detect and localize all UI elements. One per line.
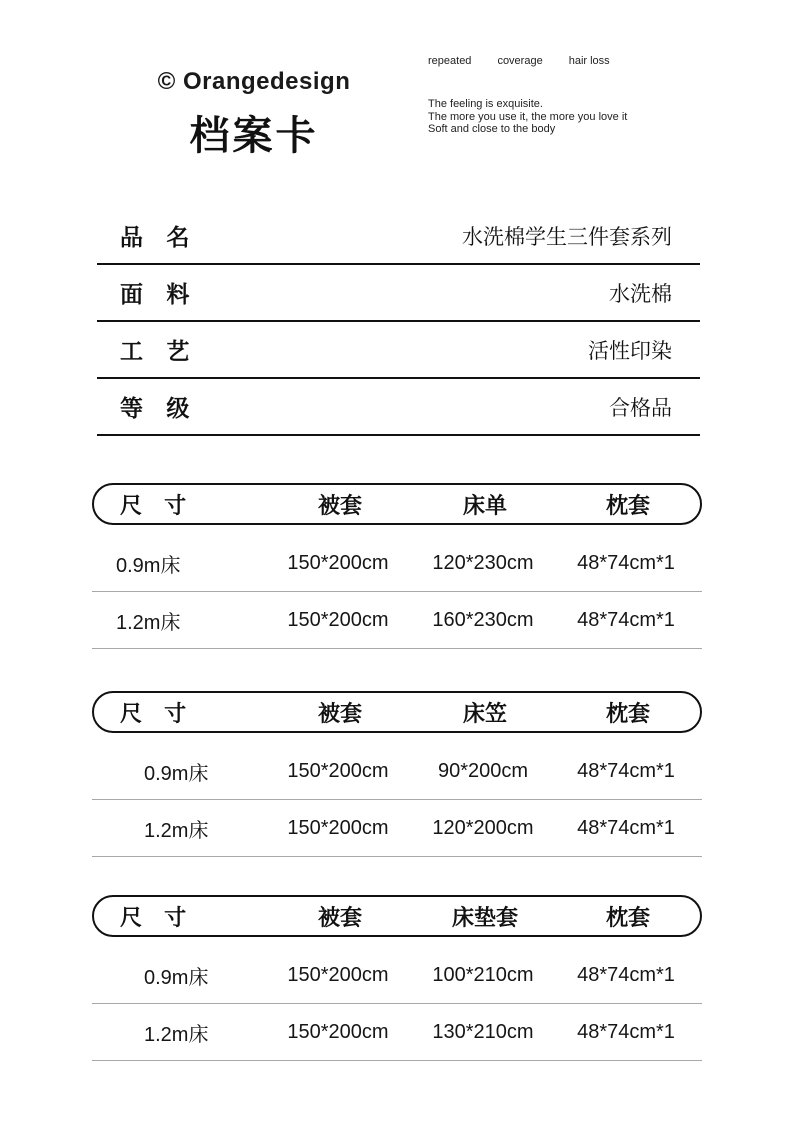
size-table-header <box>92 895 702 937</box>
keyword-coverage: coverage <box>497 55 543 67</box>
column-header-bed-sheet: 床单 <box>462 492 507 518</box>
attribute-table <box>97 208 700 436</box>
size-table-body <box>92 535 702 649</box>
attribute-row-fabric <box>97 265 700 322</box>
size-table-mattress-cover <box>92 895 702 1061</box>
table-row <box>92 592 702 649</box>
column-header-pillowcase: 枕套 <box>605 904 650 930</box>
tagline-line-2: The more you use it, the more you love it <box>428 110 628 123</box>
table-row <box>92 1004 702 1061</box>
column-header-size: 尺 寸 <box>120 904 187 930</box>
keyword-repeated: repeated <box>428 55 472 67</box>
size-table-bed-sheet <box>92 483 702 649</box>
attribute-label: 面 料 <box>120 281 190 307</box>
attribute-value: 合格品 <box>609 396 672 420</box>
column-header-duvet-cover: 被套 <box>317 492 362 518</box>
column-header-fitted-sheet: 床笠 <box>462 700 507 726</box>
cell-bed-size: 1.2m床 <box>144 819 209 842</box>
column-header-pillowcase: 枕套 <box>605 700 650 726</box>
cell-mattress-cover: 130*210cm <box>432 1020 534 1043</box>
cell-pillowcase: 48*74cm*1 <box>577 551 675 574</box>
brand-name: © Orangedesign <box>157 68 351 95</box>
cell-mattress-cover: 100*210cm <box>432 963 534 986</box>
attribute-label: 品 名 <box>120 224 190 250</box>
column-header-duvet-cover: 被套 <box>317 904 362 930</box>
cell-duvet-cover: 150*200cm <box>287 608 389 631</box>
page-title: 档案卡 <box>189 114 319 158</box>
cell-bed-sheet: 120*230cm <box>432 551 534 574</box>
brand-block <box>104 68 404 161</box>
cell-duvet-cover: 150*200cm <box>287 1020 389 1043</box>
attribute-value: 水洗棉 <box>609 282 672 306</box>
attribute-label: 等 级 <box>120 395 190 421</box>
cell-duvet-cover: 150*200cm <box>287 551 389 574</box>
cell-duvet-cover: 150*200cm <box>287 816 389 839</box>
keyword-row <box>428 55 610 67</box>
size-table-body <box>92 743 702 857</box>
attribute-value: 水洗棉学生三件套系列 <box>462 225 672 249</box>
tagline-line-1: The feeling is exquisite. <box>428 98 543 110</box>
column-header-duvet-cover: 被套 <box>317 700 362 726</box>
attribute-value: 活性印染 <box>588 339 672 363</box>
keyword-hair-loss: hair loss <box>568 55 610 67</box>
attribute-label: 工 艺 <box>120 338 190 364</box>
attribute-row-product-name <box>97 208 700 265</box>
table-row <box>92 947 702 1004</box>
cell-bed-size: 1.2m床 <box>116 611 181 634</box>
tagline-line-3: Soft and close to the body <box>428 123 556 135</box>
cell-bed-size: 1.2m床 <box>144 1023 209 1046</box>
column-header-size: 尺 寸 <box>120 492 187 518</box>
cell-fitted-sheet: 120*200cm <box>432 816 534 839</box>
cell-pillowcase: 48*74cm*1 <box>577 1020 675 1043</box>
table-row <box>92 800 702 857</box>
table-row <box>92 535 702 592</box>
size-table-header <box>92 483 702 525</box>
cell-fitted-sheet: 90*200cm <box>437 759 529 782</box>
cell-pillowcase: 48*74cm*1 <box>577 816 675 839</box>
size-table-header <box>92 691 702 733</box>
cell-duvet-cover: 150*200cm <box>287 963 389 986</box>
size-table-fitted-sheet <box>92 691 702 857</box>
cell-bed-sheet: 160*230cm <box>432 608 534 631</box>
cell-bed-size: 0.9m床 <box>144 762 209 785</box>
attribute-row-grade <box>97 379 700 436</box>
column-header-pillowcase: 枕套 <box>605 492 650 518</box>
cell-pillowcase: 48*74cm*1 <box>577 759 675 782</box>
column-header-mattress-cover: 床垫套 <box>451 904 518 930</box>
cell-bed-size: 0.9m床 <box>144 966 209 989</box>
table-row <box>92 743 702 800</box>
cell-duvet-cover: 150*200cm <box>287 759 389 782</box>
attribute-row-craft <box>97 322 700 379</box>
tagline <box>428 98 627 136</box>
cell-pillowcase: 48*74cm*1 <box>577 963 675 986</box>
size-table-body <box>92 947 702 1061</box>
column-header-size: 尺 寸 <box>120 700 187 726</box>
cell-bed-size: 0.9m床 <box>116 554 181 577</box>
cell-pillowcase: 48*74cm*1 <box>577 608 675 631</box>
